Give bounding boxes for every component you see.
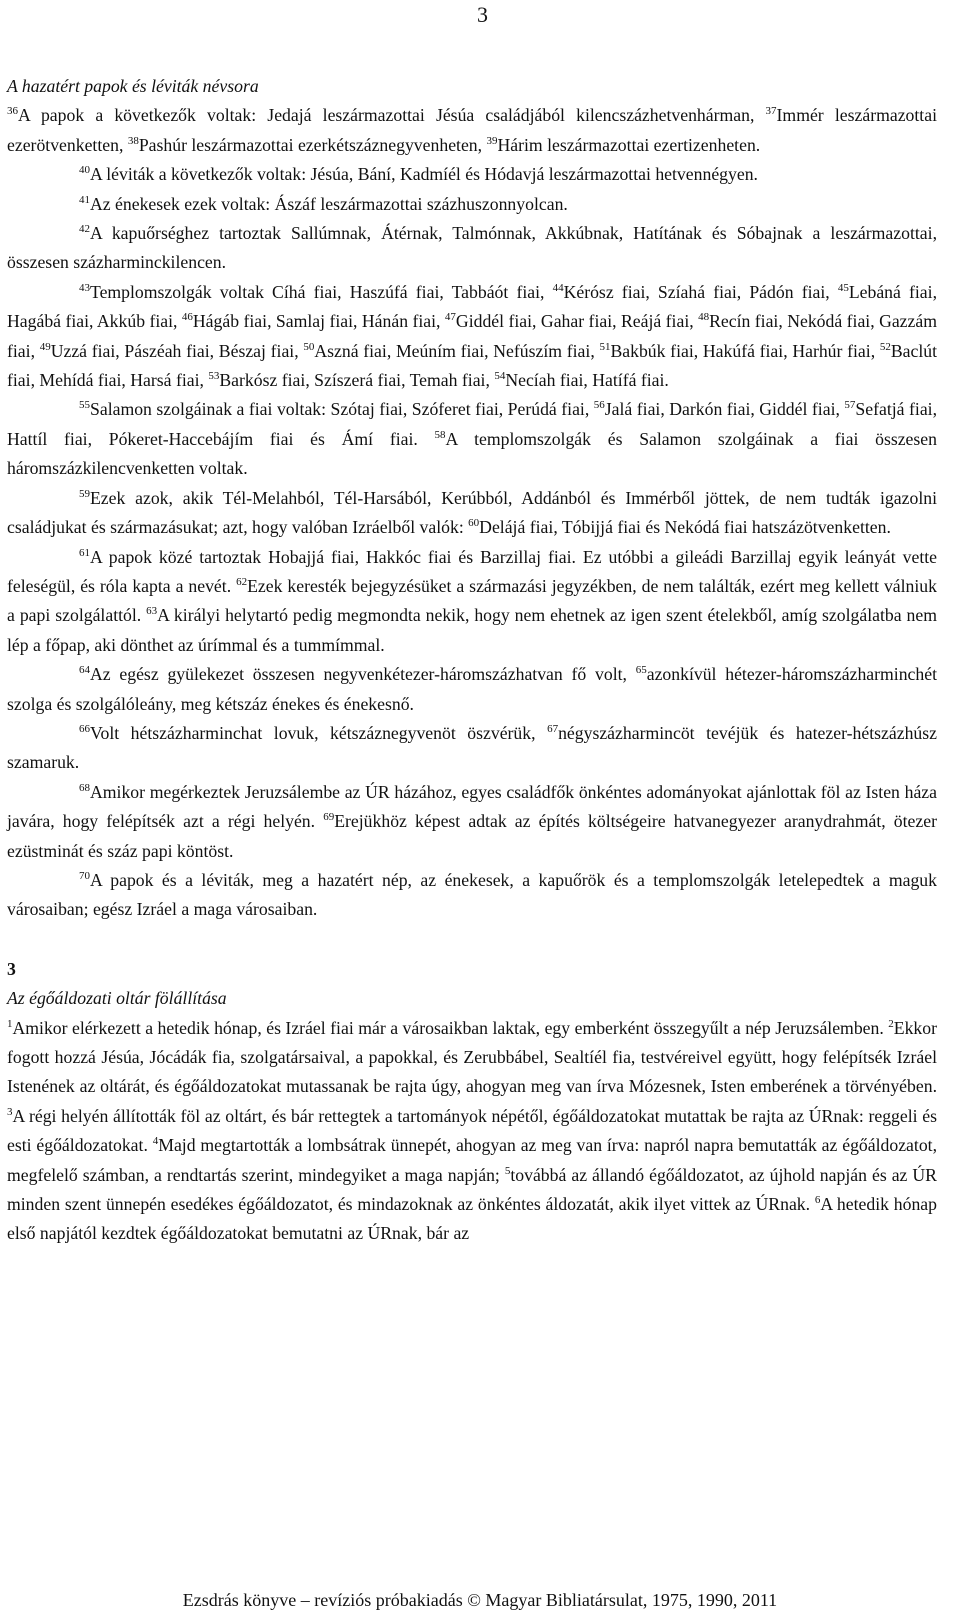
paragraph [7, 278, 937, 396]
verse-text: Ekkor fogott hozzá Jésúa, Jócádák fia, szolgatársaival, a papokkal, és Zerubbábel, Sealtíél fia, testvéreivel együtt, hogy felépítsék Izráel Istenének az oltárát, és égőáldozatokat mutassanak be rajta úgy, ahogyan meg van írva Mózesnek, Isten emberének a törvényében. [7, 1017, 937, 1097]
verse-text: Majd megtartották a lombsátrak ünnepét, ahogyan az meg van írva: napról napra bemutatták az égőáldozatot, megfelelő számban, a rendtartás szerint, mindegyiket a maga napján; [7, 1135, 938, 1185]
verse-text: Kérósz fiai, Szíahá fiai, Pádón fiai, [563, 281, 838, 302]
verse-number: 52 [879, 340, 891, 353]
verse-number: 39 [486, 134, 498, 147]
verse-text: Bakbúk fiai, Hakúfá fiai, Harhúr fiai, [610, 340, 880, 361]
verse-text: Pashúr leszármazottai ezerkétszáznegyvenheten, [138, 134, 487, 155]
section-hazatert-paragraphs [7, 101, 937, 924]
verse-text: Az énekesek ezek voltak: Ászáf leszármazottai százhuszonnyolcan. [90, 193, 568, 214]
verse-number: 6 [814, 1194, 821, 1207]
verse-number: 69 [323, 811, 335, 824]
verse-number: 36 [7, 105, 18, 118]
paragraph [7, 219, 937, 278]
verse-number: 63 [146, 605, 158, 618]
verse-number: 38 [127, 134, 139, 147]
verse-number: 60 [468, 517, 480, 530]
verse-number: 3 [7, 1105, 13, 1118]
verse-text: A hetedik hónap első napjától kezdtek égőáldozatokat bemutatni az ÚRnak, bár az [7, 1194, 937, 1244]
verse-text: továbbá az állandó égőáldozatot, az újhold napján és az ÚR minden szent ünnepén esedékes égőáldozatot, és mindazoknak az önkéntes áldozatát, akik ilyet vittek az ÚRnak. [7, 1164, 937, 1215]
verse-number: 66 [79, 722, 90, 735]
verse-text: Baclút fiai, Mehídá fiai, Harsá fiai, [7, 340, 937, 391]
paragraph [7, 395, 937, 483]
verse-number: 45 [837, 281, 849, 294]
verse-text: Templomszolgák voltak Cíhá fiai, Haszúfá fiai, Tabbáót fiai, [90, 281, 553, 302]
verse-number: 53 [208, 370, 220, 383]
verse-number: 55 [79, 399, 90, 412]
verse-text: Uzzá fiai, Pászéah fiai, Bészaj fiai, [50, 340, 304, 361]
paragraph [7, 778, 937, 866]
verse-text: A régi helyén állították föl az oltárt, és bár rettegtek a tartományok népétől, égőáldozatokat mutattak be rajta az ÚRnak: reggeli és esti égőáldozatokat. [7, 1105, 937, 1156]
verse-text: A léviták a következők voltak: Jésúa, Bání, Kadmíél és Hódavjá leszármazottai hetvennégyen. [90, 164, 758, 185]
verse-text: Hárim leszármazottai ezertizenheten. [497, 134, 761, 155]
page-footer: Ezsdrás könyve – revíziós próbakiadás © Magyar Bibliatársulat, 1975, 1990, 2011 [182, 1590, 778, 1610]
verse-text: Immér leszármazottai ezerötvenketten, [7, 105, 937, 155]
verse-number: 47 [444, 311, 456, 324]
paragraph [7, 719, 937, 778]
verse-number: 4 [152, 1135, 159, 1148]
verse-text: négyszázharmincöt tevéjük és hatezer-hétszázhúsz szamaruk. [7, 722, 937, 773]
section-oltar-paragraphs [7, 1014, 937, 1249]
verse-number: 59 [79, 487, 90, 500]
verse-number: 64 [79, 664, 90, 677]
verse-number: 58 [434, 428, 446, 441]
verse-number: 41 [79, 193, 90, 206]
paragraph [7, 190, 937, 219]
verse-text: Erejükhöz képest adtak az építés költségeire hatvanegyezer aranydrahmát, ötezer ezüstminát és száz papi köntöst. [7, 811, 937, 861]
verse-number: 43 [79, 281, 90, 294]
verse-number: 50 [303, 340, 315, 353]
verse-number: 49 [39, 340, 51, 353]
verse-number: 65 [635, 664, 647, 677]
paragraph [7, 101, 937, 160]
verse-number: 57 [844, 399, 856, 412]
verse-text: A kapuőrséghez tartoztak Sallúmnak, Átérnak, Talmónnak, Akkúbnak, Hatítának és Sóbajnak a leszármazottai, összesen százharminckilencen. [7, 223, 937, 273]
verse-text: Ezek azok, akik Tél-Melahból, Tél-Harsából, Kerúbból, Addánból és Immérből jöttek, de nem tudták igazolni családjukat és származásukat; azt, hogy valóban Izráelből valók: [7, 487, 937, 538]
verse-number: 42 [79, 223, 90, 236]
verse-text: Recín fiai, Nekódá fiai, Gazzám fiai, [7, 311, 937, 361]
verse-number: 51 [599, 340, 611, 353]
verse-number: 70 [79, 869, 90, 882]
verse-number: 68 [79, 781, 90, 794]
verse-text: A papok és a léviták, meg a hazatért nép, az énekesek, a kapuőrök és a templomszolgák letelepedtek a maguk városaiban; egész Izráel a maga városaiban. [7, 869, 937, 920]
verse-text: Az egész gyülekezet összesen negyvenkétezer-háromszázhatvan fő volt, [90, 664, 636, 685]
verse-text: A papok a következők voltak: Jedajá leszármazottai Jésúa családjából kilencszázhetvenhárman, [18, 105, 766, 126]
verse-text: Hágáb fiai, Samlaj fiai, Hánán fiai, [192, 311, 445, 332]
verse-number: 37 [765, 105, 777, 118]
verse-text: Barkósz fiai, Szíszerá fiai, Temah fiai, [219, 370, 495, 391]
verse-text: azonkívül hétezer-háromszázharminchét szolga és szolgálóleány, meg kétszáz énekes és énekesnő. [7, 664, 938, 714]
verse-number: 44 [552, 281, 564, 294]
page-body [7, 72, 937, 1249]
verse-number: 61 [79, 546, 90, 559]
paragraph [7, 660, 937, 719]
verse-text: Ezek keresték bejegyzésüket a származási jegyzékben, de nem találták, ezért meg kellett válniuk a papi szolgálattól. [7, 575, 937, 626]
chapter-number: 3 [7, 958, 16, 979]
verse-number: 62 [236, 575, 248, 588]
verse-number: 67 [547, 722, 559, 735]
verse-text: Salamon szolgáinak a fiai voltak: Szótaj fiai, Szóferet fiai, Perúdá fiai, [90, 399, 594, 420]
verse-text: Volt hétszázharminchat lovuk, kétszáznegyvenöt öszvérük, [90, 722, 548, 743]
paragraph [7, 543, 937, 661]
section-title-hazatert: A hazatért papok és léviták névsora [7, 76, 259, 96]
verse-text: Delájá fiai, Tóbijjá fiai és Nekódá fiai hatszázötvenketten. [479, 517, 891, 538]
paragraph [7, 484, 937, 543]
verse-number: 40 [79, 164, 90, 177]
verse-text: Lebáná fiai, Hagábá fiai, Akkúb fiai, [7, 281, 937, 332]
verse-text: Sefatjá fiai, Hattíl fiai, Pókeret-Haccebájím fiai és Ámí fiai. [7, 399, 937, 449]
verse-text: Amikor elérkezett a hetedik hónap, és Izráel fiai már a városaikban laktak, egy emberként összegyűlt a nép Jeruzsálemben. [12, 1017, 889, 1038]
verse-text: Necíah fiai, Hatífá fiai. [505, 370, 669, 391]
verse-text: Amikor megérkeztek Jeruzsálembe az ÚR házához, egyes családfők önkéntes adományokat ajánlottak föl az Isten háza javára, hogy felépítsék azt a régi helyén. [7, 781, 937, 832]
paragraph [7, 160, 937, 189]
page-number: 3 [477, 2, 488, 27]
verse-text: Jalá fiai, Darkón fiai, Giddél fiai, [604, 399, 845, 420]
verse-number: 5 [504, 1164, 511, 1177]
verse-text: Aszná fiai, Meúním fiai, Nefúszím fiai, [314, 340, 600, 361]
verse-text: A templomszolgák és Salamon szolgáinak a fiai összesen háromszázkilencvenketten voltak. [7, 428, 937, 479]
verse-text: A papok közé tartoztak Hobajjá fiai, Hakkóc fiai és Barzillaj fiai. Ez utóbbi a gileádi Barzillaj egyik leányát vette feleségül, és róla kapta a nevét. [7, 546, 937, 596]
verse-number: 48 [698, 311, 710, 324]
verse-text: Giddél fiai, Gahar fiai, Reájá fiai, [455, 311, 699, 332]
verse-number: 46 [181, 311, 193, 324]
verse-number: 56 [593, 399, 605, 412]
section-title-oltar: Az égőáldozati oltár fölállítása [7, 988, 227, 1009]
verse-text: A királyi helytartó pedig megmondta nekik, hogy nem ehetnek az igen szent ételekből, amíg szolgálatba nem lép a főpap, aki dönthet az úrímmal és a tummímmal. [7, 605, 937, 655]
verse-number: 54 [494, 370, 506, 383]
verse-number: 1 [7, 1017, 13, 1030]
verse-number: 2 [888, 1017, 894, 1030]
paragraph [7, 1014, 937, 1249]
paragraph [7, 866, 937, 925]
